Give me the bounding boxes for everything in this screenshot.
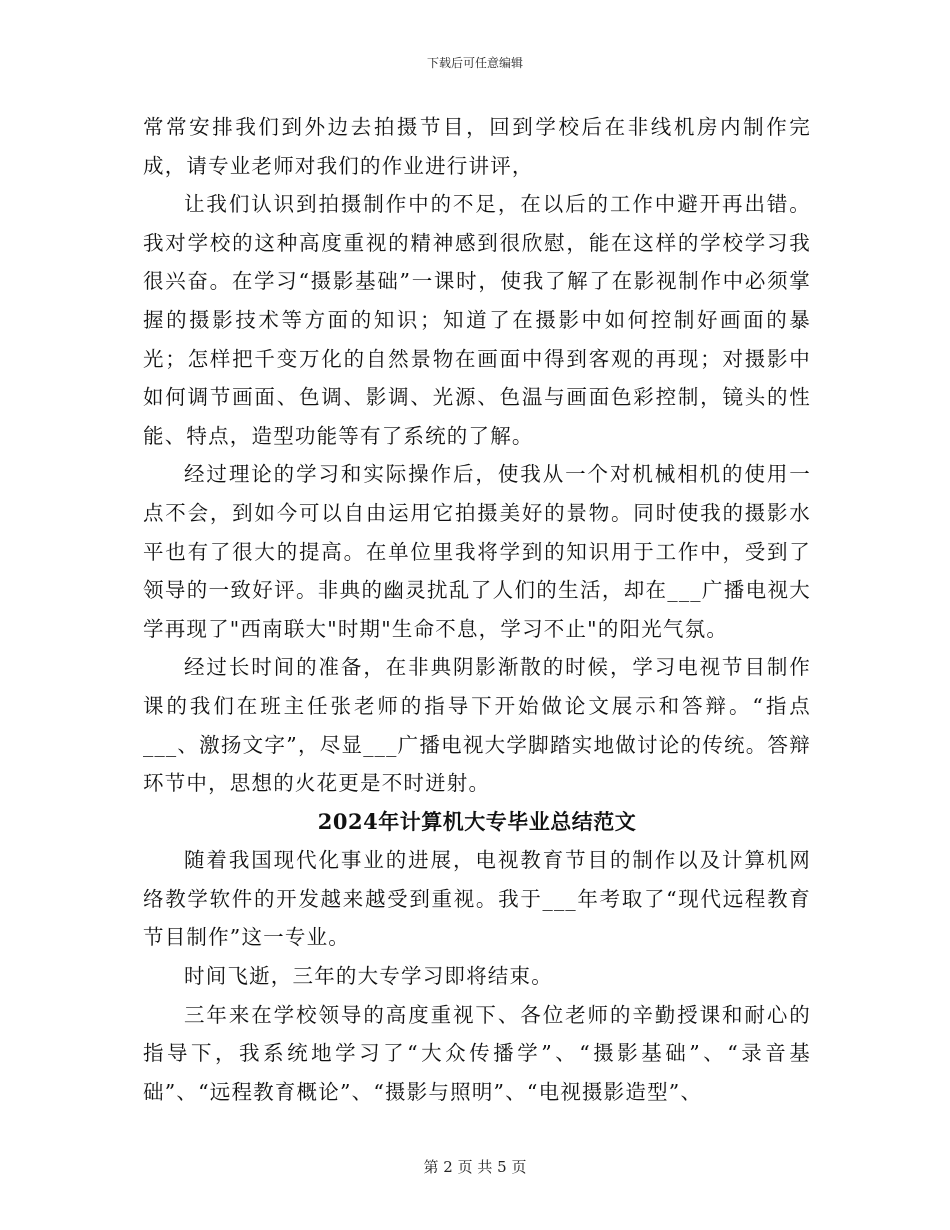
paragraph-2: 让我们认识到拍摄制作中的不足，在以后的工作中避开再出错。我对学校的这种高度重视的精神感到很欣慰，能在这样的学校学习我很兴奋。在学习“摄影基础”一课时，使我了解了在影视制作中必须掌握的摄影技术等方面的知识；知道了在摄影中如何控制好画面的暴光；怎样把千变万化的自然景物在画面中得到客观的再现；对摄影中如何调节画面、色调、影调、光源、色温与画面色彩控制，镜头的性能、特点，造型功能等有了系统的了解。	[143, 192, 811, 448]
paragraph-3: 经过理论的学习和实际操作后，使我从一个对机械相机的使用一点不会，到如今可以自由运用它拍摄美好的景物。同时使我的摄影水平也有了很大的提高。在单位里我将学到的知识用于工作中，受到了领导的一致好评。非典的幽灵扰乱了人们的生活，却在___广播电视大学再现了"西南联大"时期"生命不息，学习不止"的阳光气氛。	[143, 462, 811, 641]
document-body	[143, 108, 811, 1111]
section-title: 2024年计算机大专毕业总结范文	[317, 808, 637, 834]
paragraph-7: 三年来在学校领导的高度重视下、各位老师的辛勤授课和耐心的指导下，我系统地学习了“大众传播学”、“摄影基础”、“录音基础”、“远程教育概论”、“摄影与照明”、“电视摄影造型”、	[143, 1002, 811, 1104]
paragraph-4: 经过长时间的准备，在非典阴影渐散的时候，学习电视节目制作课的我们在班主任张老师的指导下开始做论文展示和答辩。“指点___、激扬文字”，尽显___广播电视大学脚踏实地做讨论的传统。答辩环节中，思想的火花更是不时迸射。	[143, 655, 811, 796]
paragraph-5: 随着我国现代化事业的进展，电视教育节目的制作以及计算机网络教学软件的开发越来越受到重视。我于___年考取了“现代远程教育节目制作”这一专业。	[143, 848, 811, 950]
page-footer: 第 2 页 共 5 页	[423, 1158, 527, 1176]
paragraph-6: 时间飞逝，三年的大专学习即将结束。	[184, 964, 553, 989]
paragraph-1: 常常安排我们到外边去拍摄节目，回到学校后在非线机房内制作完成，请专业老师对我们的作业进行讲评，	[143, 115, 811, 178]
page-header: 下载后可任意编辑	[426, 56, 523, 70]
